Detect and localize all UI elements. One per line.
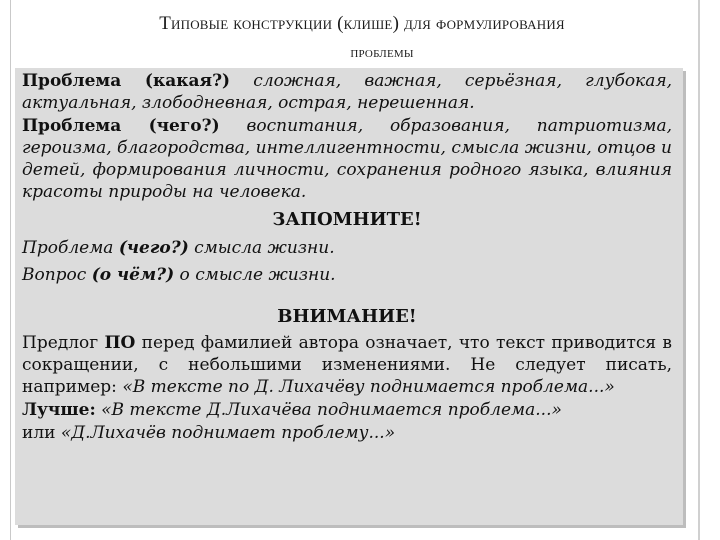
remember-problem-line: [22, 235, 672, 261]
problem-which-lead: Проблема (какая?): [22, 71, 231, 91]
problem-of-what-list: воспитания, образования, патриотизма, героизма, благородства, интеллигентности, смысла жизни, отцов и детей, формирования личности, сохранения родного языка, влияния красоты природы на человека.: [22, 116, 673, 202]
paragraph-problem-which: [22, 70, 672, 114]
slide-body: [22, 70, 672, 444]
or-example: «Д.Лихачёв поднимает проблему...»: [60, 423, 396, 443]
remember-heading: ЗАПОМНИТЕ!: [272, 209, 422, 230]
title-line-2: проблемы: [350, 45, 414, 61]
slide-title: [52, 10, 672, 68]
attention-text-a: Предлог: [22, 333, 105, 353]
remember-problem-a: Проблема: [22, 238, 119, 258]
attention-paragraph: [22, 332, 672, 398]
remember-question-b: (о чём?): [91, 265, 175, 285]
remember-problem-b: (чего?): [118, 238, 189, 258]
better-example: «В тексте Д.Лихачёва поднимается проблема...»: [95, 400, 562, 420]
remember-question-line: [22, 262, 672, 288]
attention-text-c: перед фамилией автора означает, что текст приводится в сокращении, с небольшими изменениями. Не следует писать, например:: [22, 333, 673, 397]
remember-problem-c: смысла жизни.: [188, 238, 335, 258]
remember-question-a: Вопрос: [22, 265, 92, 285]
right-margin-rule: [698, 0, 700, 540]
or-line: [22, 422, 672, 444]
problem-which-adjectives: сложная, важная, серьёзная, глубокая, актуальная, злободневная, острая, нерешенная.: [22, 71, 672, 113]
attention-preposition: ПО: [104, 333, 136, 353]
remember-question-c: о смысле жизни.: [174, 265, 336, 285]
paragraph-problem-of-what: [22, 115, 672, 203]
attention-heading: ВНИМАНИЕ!: [277, 306, 417, 327]
better-label: Лучше:: [22, 400, 96, 420]
title-line-1: Типовые конструкции (клише) для формулирования: [159, 13, 565, 34]
better-line: [22, 399, 672, 421]
left-margin-rule: [0, 0, 11, 540]
attention-bad-example: «В тексте по Д. Лихачёву поднимается проблема...»: [122, 377, 615, 397]
problem-of-what-lead: Проблема (чего?): [22, 116, 220, 136]
or-label: или: [22, 423, 61, 443]
